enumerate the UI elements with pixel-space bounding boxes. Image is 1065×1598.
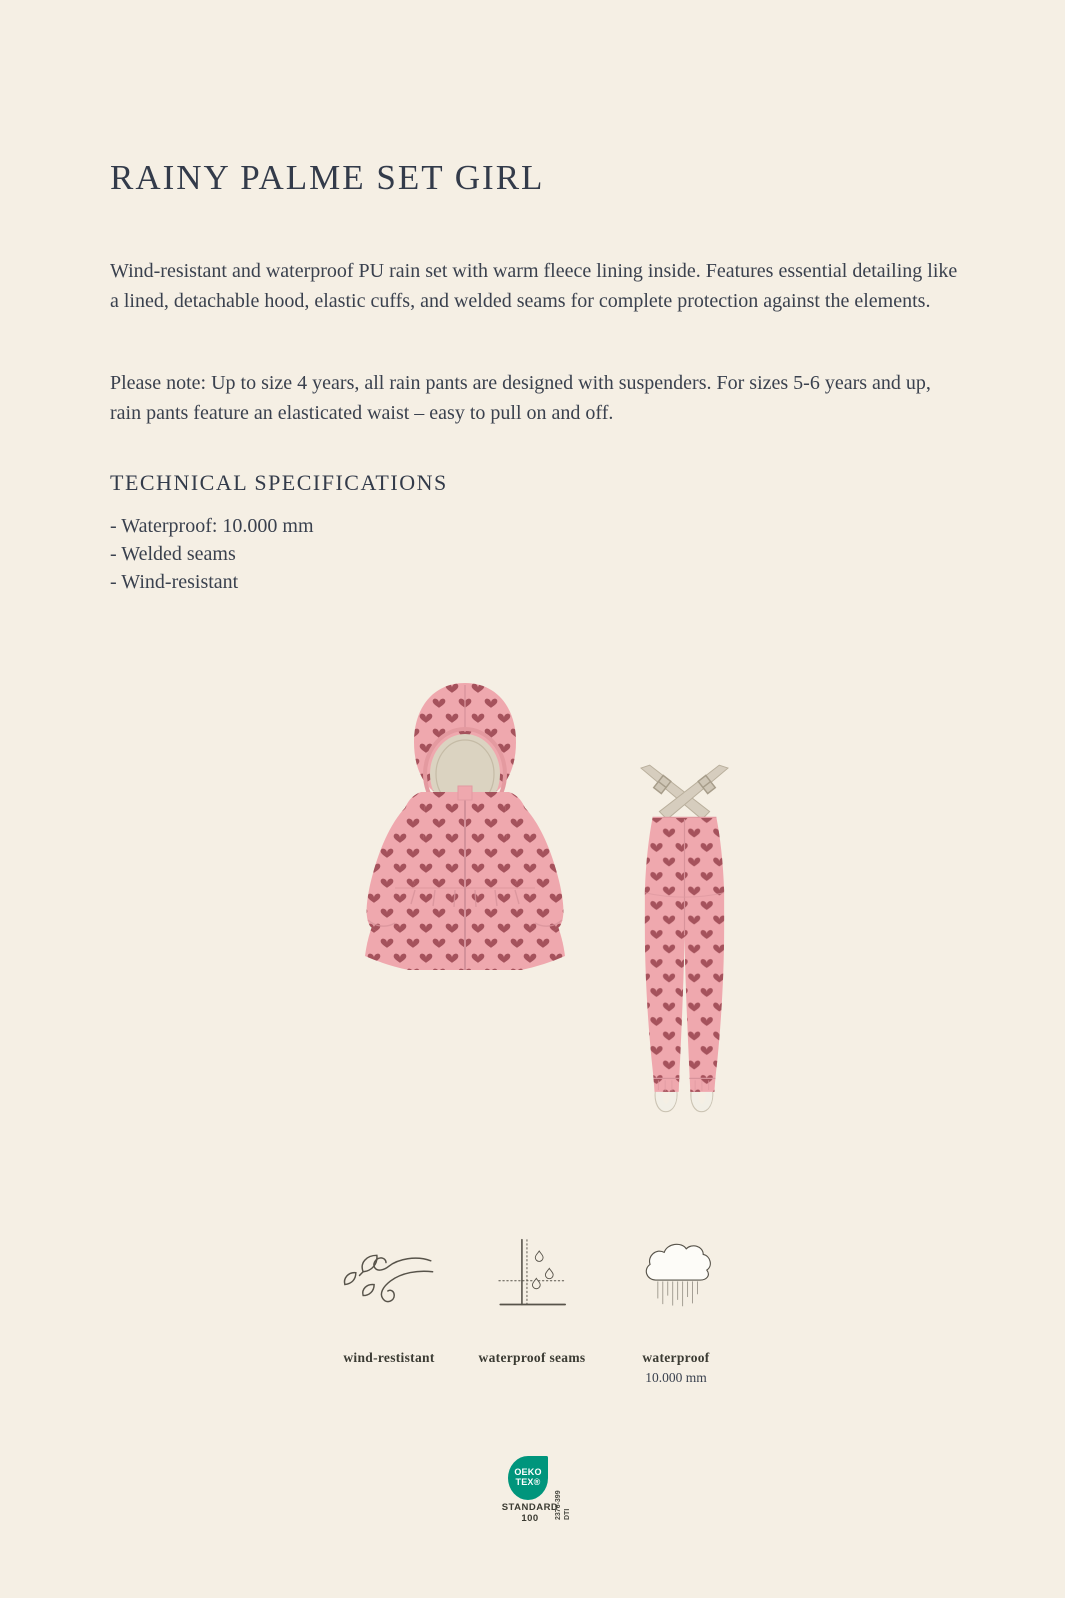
welded-seam-icon: [496, 1235, 568, 1315]
oeko-certificate-number: 2376-399 DTI: [555, 1490, 572, 1520]
feature-sublabel-waterproof-mm: 10.000 mm: [645, 1370, 707, 1385]
product-description-2: Please note: Up to size 4 years, all rain pants are designed with suspenders. For sizes 5-6 years and up, rain pants feature an elasticated waist – easy to pull on and off.: [110, 372, 931, 424]
spec-item-waterproof: - Waterproof: 10.000 mm: [110, 515, 314, 537]
feature-label-waterproof: waterproof: [642, 1350, 710, 1365]
tex-text: TEX®: [515, 1477, 541, 1487]
oeko-tex-icon: [508, 1456, 548, 1500]
oeko-standard-label: STANDARD 100: [501, 1502, 559, 1524]
specifications-heading: TECHNICAL SPECIFICATIONS: [110, 470, 448, 495]
jacket-image: [315, 678, 615, 970]
page-title: RAINY PALME SET GIRL: [110, 158, 545, 197]
oeko-text: OEKO: [514, 1467, 542, 1478]
oeko-tex-certification: [498, 1456, 572, 1525]
spec-item-welded-seams: - Welded seams: [110, 543, 236, 565]
product-description-1: Wind-resistant and waterproof PU rain set with warm fleece lining inside. Features essential detailing like a lined, detachable hood, elastic cuffs, and welded seams for complete protection against the elements.: [110, 260, 958, 312]
wind-leaves-icon: [334, 1248, 438, 1312]
feature-label-seams: waterproof seams: [478, 1350, 586, 1365]
pants-image: [612, 760, 757, 1128]
specifications-list: [110, 512, 314, 596]
feature-label-wind: wind-restistant: [343, 1350, 435, 1365]
spec-item-wind-resistant: - Wind-resistant: [110, 571, 239, 593]
rain-cloud-icon: [638, 1236, 716, 1307]
